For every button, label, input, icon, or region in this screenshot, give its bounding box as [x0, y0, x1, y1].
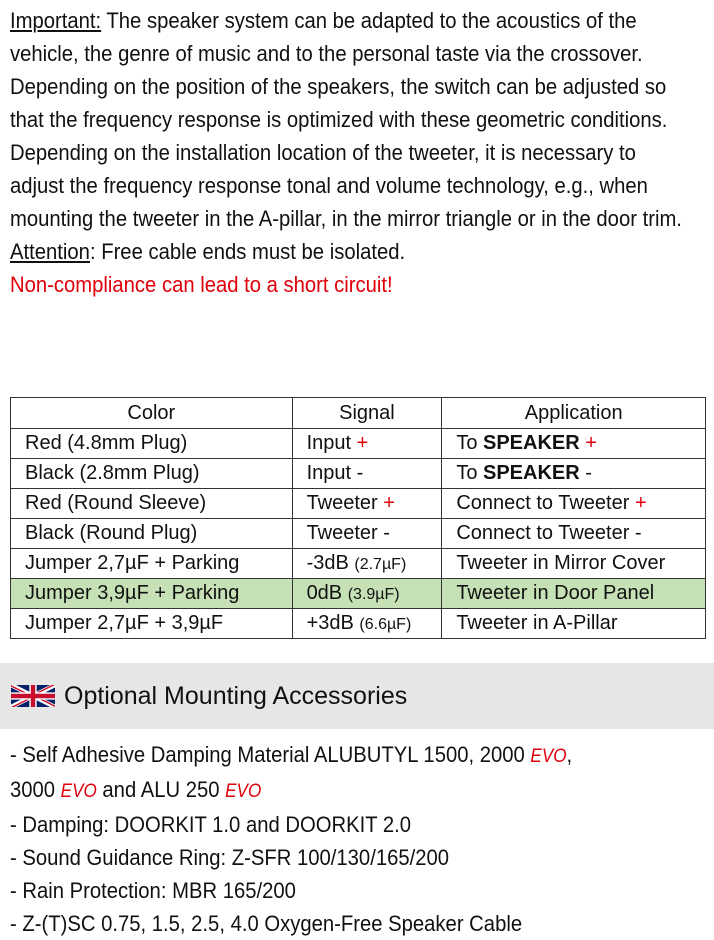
table-row: [11, 519, 706, 549]
cell-color: Jumper 2,7µF + Parking: [11, 549, 293, 579]
attention-text: : Free cable ends must be isolated.: [89, 239, 406, 264]
cell-color: Jumper 2,7µF + 3,9µF: [11, 609, 293, 639]
evo-mark: EVO: [60, 781, 97, 802]
accessories-header: [0, 663, 714, 729]
cell-application: Tweeter in Door Panel: [442, 579, 706, 609]
cell-signal: Tweeter +: [292, 489, 442, 519]
table-row: [11, 489, 706, 519]
cell-color: Black (Round Plug): [11, 519, 293, 549]
accessories-title: Optional Mounting Accessories: [64, 681, 408, 710]
important-label: Important:: [10, 8, 102, 33]
cell-signal: Tweeter -: [292, 519, 442, 549]
list-item: - Sound Guidance Ring: Z-SFR 100/130/165/200: [10, 845, 450, 870]
attention-label: Attention: [10, 239, 90, 264]
header-color: Color: [11, 398, 293, 429]
cell-color: Red (4.8mm Plug): [11, 429, 293, 459]
evo-mark: EVO: [530, 746, 567, 767]
cell-signal: -3dB (2.7µF): [292, 549, 442, 579]
table-row: [11, 579, 706, 609]
cell-color: Jumper 3,9µF + Parking: [11, 579, 293, 609]
list-item: - Self Adhesive Damping Material ALUBUTYL 1500, 2000 EVO,: [10, 742, 573, 767]
list-item: - Z-(T)SC 0.75, 1.5, 2.5, 4.0 Oxygen-Free Speaker Cable: [10, 911, 523, 936]
cell-application: To SPEAKER -: [442, 459, 706, 489]
cell-application: Connect to Tweeter -: [442, 519, 706, 549]
cell-application: Tweeter in A-Pillar: [442, 609, 706, 639]
wiring-table: [10, 397, 706, 639]
cell-signal: Input -: [292, 459, 442, 489]
table-row: [11, 609, 706, 639]
list-item: 3000 EVO and ALU 250 EVO: [10, 777, 262, 802]
cell-application: To SPEAKER +: [442, 429, 706, 459]
cell-color: Red (Round Sleeve): [11, 489, 293, 519]
list-item: - Rain Protection: MBR 165/200: [10, 878, 296, 903]
evo-mark: EVO: [225, 781, 262, 802]
table-row: [11, 429, 706, 459]
intro-text: [10, 4, 690, 301]
table-row: [11, 459, 706, 489]
short-circuit-warning: Non-compliance can lead to a short circuit!: [10, 272, 393, 297]
cell-color: Black (2.8mm Plug): [11, 459, 293, 489]
cell-signal: 0dB (3.9µF): [292, 579, 442, 609]
table-row: [11, 549, 706, 579]
uk-flag-icon: [10, 685, 56, 707]
cell-signal: Input +: [292, 429, 442, 459]
accessories-list: [10, 738, 694, 940]
table-header-row: [11, 398, 706, 429]
header-application: Application: [442, 398, 706, 429]
cell-application: Tweeter in Mirror Cover: [442, 549, 706, 579]
cell-signal: +3dB (6.6µF): [292, 609, 442, 639]
important-text: The speaker system can be adapted to the acoustics of the vehicle, the genre of music and to the personal taste via the crossover. Depending on the position of the speakers, the switch can be adjusted so that the frequency response is optimized with these geometric conditions. Depending on the installation location of the tweeter, it is necessary to adjust the frequency response tonal and volume technology, e.g., when mounting the tweeter in the A-pillar, in the mirror triangle or in the door trim.: [10, 8, 682, 231]
list-item: - Damping: DOORKIT 1.0 and DOORKIT 2.0: [10, 812, 412, 837]
header-signal: Signal: [292, 398, 442, 429]
cell-application: Connect to Tweeter +: [442, 489, 706, 519]
